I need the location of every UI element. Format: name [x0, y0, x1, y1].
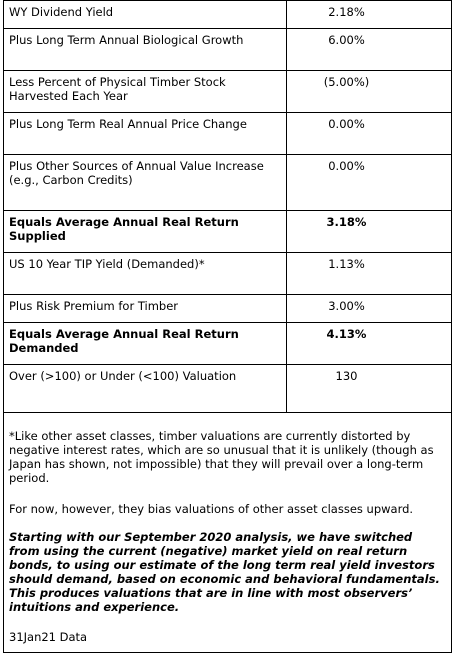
table-row — [4, 323, 452, 365]
row-value: 3.18% — [287, 211, 452, 253]
row-value: (5.00%) — [287, 71, 452, 113]
row-value: 130 — [287, 365, 452, 413]
method-change-text — [9, 530, 441, 614]
method-change-paragraph: Starting with our September 2020 analysis, we have switched from using the current (negative) market yield on real return bonds, to using our estimate of the long term real yield investors should demand, based on economic and behavioral fundamentals. This produces valuations that are in line with most observers’ intuitions and experience. — [9, 530, 440, 614]
bias-paragraph: For now, however, they bias valuations of other asset classes upward. — [9, 502, 414, 516]
valuation-table — [3, 0, 452, 413]
row-label: Plus Long Term Real Annual Price Change — [4, 113, 287, 155]
table-row — [4, 365, 452, 413]
row-label: Over (>100) or Under (<100) Valuation — [4, 365, 287, 413]
row-label: Equals Average Annual Real Return Supplied — [4, 211, 287, 253]
row-value: 0.00% — [287, 155, 452, 211]
table-row — [4, 29, 452, 71]
table-row — [4, 1, 452, 29]
table-row — [4, 155, 452, 211]
row-label: Plus Risk Premium for Timber — [4, 295, 287, 323]
table-row — [4, 295, 452, 323]
data-date-text: 31Jan21 Data — [9, 630, 88, 644]
row-label: WY Dividend Yield — [4, 1, 287, 29]
row-value: 1.13% — [287, 253, 452, 295]
footnote-text — [9, 429, 441, 485]
row-label: Plus Long Term Annual Biological Growth — [4, 29, 287, 71]
row-value: 6.00% — [287, 29, 452, 71]
row-value: 3.00% — [287, 295, 452, 323]
row-label: Less Percent of Physical Timber Stock Harvested Each Year — [4, 71, 287, 113]
row-value: 2.18% — [287, 1, 452, 29]
row-label: Plus Other Sources of Annual Value Increase (e.g., Carbon Credits) — [4, 155, 287, 211]
row-value: 4.13% — [287, 323, 452, 365]
footnote-paragraph: *Like other asset classes, timber valuations are currently distorted by negative interest rates, which are so unusual that it is unlikely (though as Japan has shown, not impossible) that they will prevail over a long-term period. — [9, 429, 434, 485]
table-row — [4, 71, 452, 113]
data-date — [9, 630, 441, 644]
row-value: 0.00% — [287, 113, 452, 155]
row-label: Equals Average Annual Real Return Demanded — [4, 323, 287, 365]
row-label: US 10 Year TIP Yield (Demanded)* — [4, 253, 287, 295]
table-row — [4, 211, 452, 253]
bias-text — [9, 502, 441, 516]
table-row — [4, 113, 452, 155]
table-row — [4, 253, 452, 295]
